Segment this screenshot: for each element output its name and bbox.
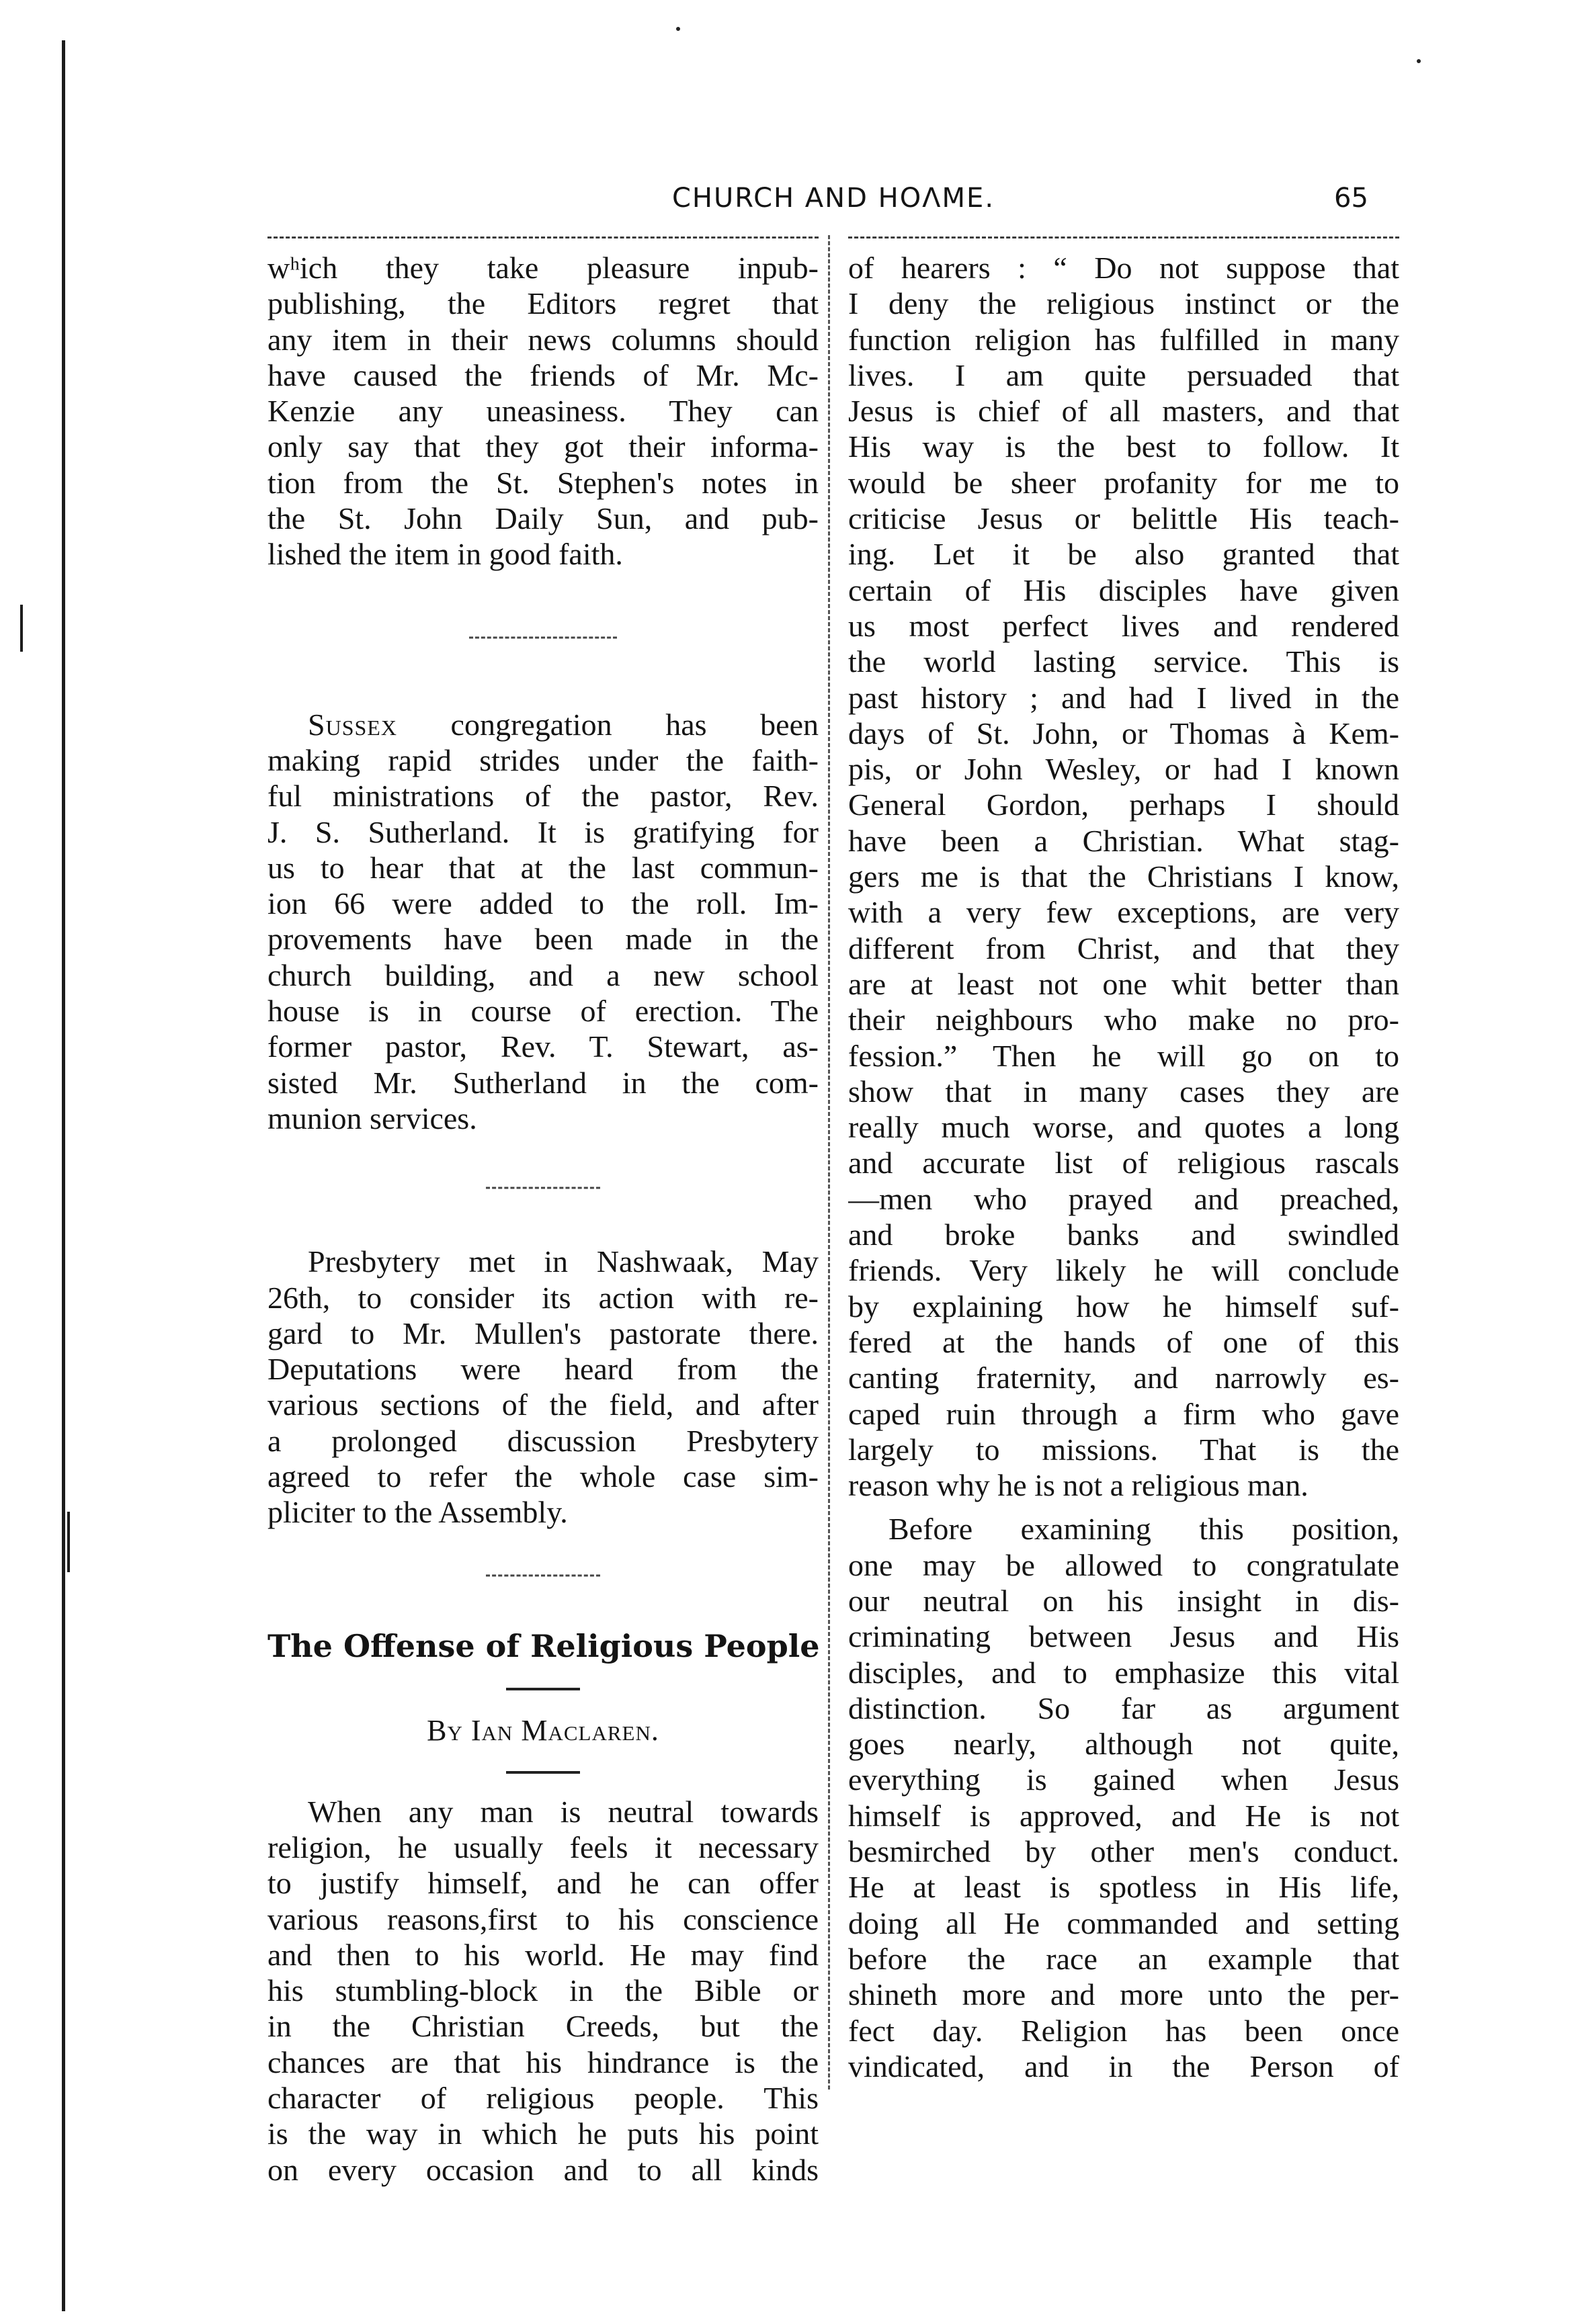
text-line: fession.” Then he will go on to: [848, 1038, 1399, 1073]
text-line: different from Christ, and that they: [848, 931, 1399, 965]
text-line: caped ruin through a firm who gave: [848, 1396, 1399, 1431]
text-fragment: congregation has been: [397, 707, 819, 742]
article-body-continued: [848, 250, 1399, 2084]
text-line: our neutral on his insight in dis-: [848, 1583, 1399, 1618]
text-line: one may be allowed to congratulate: [848, 1547, 1399, 1582]
text-line: distinction. So far as argument: [848, 1690, 1399, 1725]
text-line: house is in course of erection. The: [267, 994, 819, 1029]
text-line: making rapid strides under the faith-: [267, 742, 819, 777]
text-line: lished the item in good faith.: [267, 537, 623, 572]
column-divider: [828, 235, 830, 2090]
text-line: past history ; and had I lived in the: [848, 680, 1399, 715]
presbytery-note: [267, 1244, 819, 1530]
left-column: [267, 250, 819, 2188]
text-line: and broke banks and swindled: [848, 1217, 1399, 1252]
text-line: sisted Mr. Sutherland in the com-: [267, 1065, 819, 1100]
text-line: Presbytery met in Nashwaak, May: [308, 1244, 819, 1279]
spacer: [267, 1668, 819, 1688]
text-line: chances are that his hindrance is the: [267, 2045, 819, 2079]
text-line: [267, 707, 819, 742]
right-column: [848, 250, 1399, 2084]
text-line: vindicated, and in the Person of: [848, 2049, 1399, 2083]
text-line: His way is the best to follow. It: [848, 429, 1399, 464]
text-line: When any man is neutral towards: [308, 1794, 819, 1829]
text-line: wʰich they take pleasure inpub-: [267, 251, 819, 285]
text-line: us most perfect lives and rendered: [848, 608, 1399, 643]
text-line: J. S. Sutherland. It is gratifying for: [267, 814, 819, 849]
text-line: various sections of the field, and after: [267, 1387, 819, 1422]
speck: [676, 27, 680, 31]
article-title: The Offense of Religious People: [267, 1627, 820, 1664]
text-line: us to hear that at the last commun-: [267, 850, 819, 885]
text-line: are at least not one whit better than: [848, 966, 1399, 1001]
text-line: pis, or John Wesley, or had I known: [848, 752, 1399, 787]
text-line: former pastor, Rev. T. Stewart, as-: [267, 1029, 819, 1064]
text-line: only say that they got their informa-: [267, 429, 819, 464]
text-line: ion 66 were added to the roll. Im-: [267, 886, 819, 921]
text-line: Kenzie any uneasiness. They can: [267, 394, 819, 429]
text-line: tion from the St. Stephen's notes in: [267, 465, 819, 500]
text-line: shineth more and more unto the per-: [848, 1977, 1399, 2012]
text-line: munion services.: [267, 1101, 477, 1135]
text-line: himself is approved, and He is not: [848, 1798, 1399, 1833]
text-line: of hearers : “ Do not suppose that: [848, 251, 1399, 285]
text-line: in the Christian Creeds, but the: [267, 2009, 819, 2044]
page-number: 65: [1334, 183, 1368, 214]
sussex-note: [267, 707, 819, 1137]
running-head: CHURCH AND HOɅΜE.: [672, 183, 995, 214]
text-line: is the way in which he puts his point: [267, 2116, 819, 2151]
text-line: and accurate list of religious rascals: [848, 1146, 1399, 1180]
text-line: He at least is spotless in His life,: [848, 1870, 1399, 1905]
text-line: fered at the hands of one of this: [848, 1324, 1399, 1359]
text-line: function religion has fulfilled in many: [848, 322, 1399, 357]
text-line: his stumbling-block in the Bible or: [267, 1973, 819, 2008]
text-line: by explaining how he himself suf-: [848, 1289, 1399, 1324]
section-break-ornament: [486, 1187, 600, 1193]
text-line: and then to his world. He may find: [267, 1937, 819, 1972]
text-line: fect day. Religion has been once: [848, 2013, 1399, 2048]
text-line: canting fraternity, and narrowly es-: [848, 1361, 1399, 1395]
editors-note: [267, 250, 819, 572]
text-line: show that in many cases they are: [848, 1074, 1399, 1109]
text-line: reason why he is not a religious man.: [848, 1468, 1309, 1503]
text-line: their neighbours who make no pro-: [848, 1002, 1399, 1037]
text-line: ful ministrations of the pastor, Rev.: [267, 779, 819, 814]
text-line: lives. I am quite persuaded that: [848, 357, 1399, 392]
text-line: really much worse, and quotes a long: [848, 1110, 1399, 1145]
text-line: doing all He commanded and setting: [848, 1905, 1399, 1940]
section-break-ornament: [469, 636, 617, 642]
text-line: days of St. John, or Thomas à Kem-: [848, 716, 1399, 750]
article-body-start: [267, 1794, 819, 2188]
text-line: the world lasting service. This is: [848, 644, 1399, 679]
binding-mark: [67, 1512, 70, 1572]
text-line: Before examining this position,: [888, 1512, 1399, 1547]
spacer: [267, 1751, 819, 1771]
text-line: General Gordon, perhaps I should: [848, 787, 1399, 822]
section-break: [267, 1136, 819, 1244]
spacer: [267, 1774, 819, 1794]
binding-edge-rule: [62, 40, 65, 2311]
page-header: [0, 183, 1574, 223]
text-line: 26th, to consider its action with re-: [267, 1280, 819, 1315]
text-line: before the race an example that: [848, 1941, 1399, 1976]
section-break-ornament: [486, 1574, 600, 1580]
text-line: church building, and a new school: [267, 957, 819, 992]
text-line: gard to Mr. Mullen's pastorate there.: [267, 1316, 819, 1350]
text-line: the St. John Daily Sun, and pub-: [267, 501, 819, 536]
section-break: [267, 572, 819, 707]
text-line: Deputations were heard from the: [267, 1352, 819, 1387]
spacer: [267, 1690, 819, 1711]
text-line: agreed to refer the whole case sim-: [267, 1459, 819, 1494]
section-break: [267, 1531, 819, 1625]
text-line: criminating between Jesus and His: [848, 1619, 1399, 1654]
header-rule-right: [848, 236, 1399, 239]
text-line: friends. Very likely he will conclude: [848, 1253, 1399, 1288]
speck: [1417, 59, 1421, 63]
text-line: religion, he usually feels it necessary: [267, 1830, 819, 1864]
text-line: have caused the friends of Mr. Mc-: [267, 357, 819, 392]
text-line: provements have been made in the: [267, 922, 819, 957]
text-line: on every occasion and to all kinds: [267, 2152, 819, 2187]
text-line: a prolonged discussion Presbytery: [267, 1423, 819, 1458]
text-line: goes nearly, although not quite,: [848, 1727, 1399, 1762]
text-line: besmirched by other men's conduct.: [848, 1834, 1399, 1869]
text-line: publishing, the Editors regret that: [267, 286, 819, 321]
text-line: character of religious people. This: [267, 2080, 819, 2115]
spacer: [848, 1503, 1399, 1511]
text-line: to justify himself, and he can offer: [267, 1866, 819, 1901]
text-line: I deny the religious instinct or the: [848, 286, 1399, 321]
text-line: with a very few exceptions, are very: [848, 895, 1399, 930]
text-line: various reasons,first to his conscience: [267, 1901, 819, 1936]
text-line: ing. Let it be also granted that: [848, 537, 1399, 572]
text-line: have been a Christian. What stag-: [848, 823, 1399, 858]
text-line: criticise Jesus or belittle His teach-: [848, 501, 1399, 536]
text-line: Jesus is chief of all masters, and that: [848, 394, 1399, 429]
text-line: —men who prayed and preached,: [848, 1181, 1399, 1216]
header-rule-left: [267, 236, 819, 239]
text-line: pliciter to the Assembly.: [267, 1495, 568, 1530]
text-line: everything is gained when Jesus: [848, 1762, 1399, 1797]
text-line: largely to missions. That is the: [848, 1432, 1399, 1467]
text-line: any item in their news columns should: [267, 322, 819, 357]
text-line: certain of His disciples have given: [848, 572, 1399, 607]
article-byline: By Ian Maclaren.: [427, 1713, 659, 1747]
binding-mark: [20, 605, 23, 652]
text-line: gers me is that the Christians I know,: [848, 859, 1399, 894]
lead-word: Sussex: [308, 707, 397, 742]
text-line: would be sheer profanity for me to: [848, 465, 1399, 500]
text-line: disciples, and to emphasize this vital: [848, 1655, 1399, 1690]
